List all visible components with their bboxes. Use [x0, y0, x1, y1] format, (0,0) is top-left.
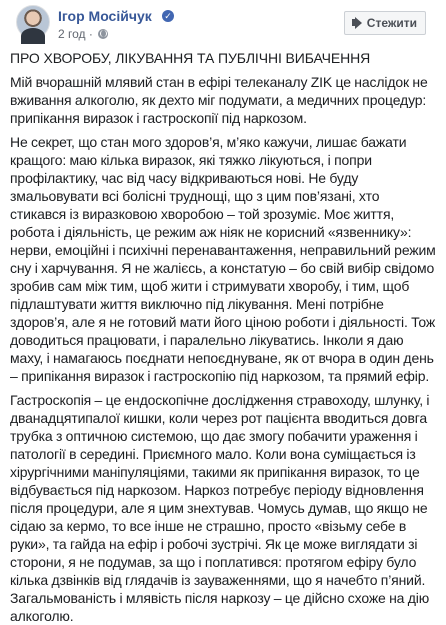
post-paragraph: Не секрет, що стан мого здоров’я, м’яко кажучи, лишає бажати кращого: маю кілька виразок, які тяжко лікуються, і попри профілактику, час від часу відкриваються нові. Не буду змальовувати всі болісні труднощі, що з цим пов’язані, хто стикався із виразковою хворобою – той зрозуміє. Моє життя, робота і діяльність, це режим аж ніяк не корисний «язвеннику»: нерви, емоційні і психічні перенавантаження, неправильний режим сну і харчування. Я не жалієсь, а констатую – бо свій вибір свідомо зробив сам між тим, щоб жити і стримувати хворобу, і тим, щоб підлаштувати життя виключно під лікування. Мені потрібне здоров’я, але я не готовий мати його ціною роботи і діяльності. Тож доводиться працювати, і паралельно лікуватись. Інколи я даю маху, і намагаюсь поєднати непоєднуване, як от вчора в один день – припікання виразок і гастроскопію під наркозом, та прямий ефір.	[10, 134, 436, 384]
follow-icon	[351, 17, 363, 29]
avatar[interactable]	[16, 5, 50, 39]
follow-label: Стежити	[366, 16, 417, 30]
post-title: ПРО ХВОРОБУ, ЛІКУВАННЯ ТА ПУБЛІЧНІ ВИБАЧЕННЯ	[10, 50, 371, 66]
post-body	[8, 73, 438, 625]
globe-icon	[98, 29, 108, 39]
post-header	[8, 0, 438, 46]
post-paragraph: Гастроскопія – це ендоскопічне дослідження стравоходу, шлунку, і дванадцятипалої кишки, коли через рот пацієнта вводиться довга трубка з оптичною системою, що дає змогу побачити ураження і патології в середині. Приємного мало. Коли вона суміщається із хірургічними маніпуляціями, такими як припікання виразок, то це відбувається під наркозом. Наркоз потребує періоду відновлення після процедури, але я цим знехтував. Чомусь думав, що якщо не сідаю за кермо, то все інше не страшно, просто «візьму себе в руки», та гайда на ефір і робочі зустрічі. Як це може виглядати зі сторони, я не подумав, за що і поплатився: протягом ефіру було кілька дзвінків від глядачів із зауваженнями, що я начебто п’яний. Загальмованість і млявість після наркозу – це дійсно схоже на дію алкоголю.	[10, 392, 430, 624]
author-name[interactable]: Ігор Мосійчук	[58, 8, 152, 24]
verified-badge-icon: ✓	[162, 10, 174, 22]
post-time[interactable]: 2 год	[58, 27, 86, 41]
post-paragraph: Мій вчорашній млявий стан в ефірі телеканалу ZIK це наслідок не вживання алкоголю, як дехто міг подумати, а медичних процедур: припікання виразок і гастроскопії під наркозом.	[10, 74, 428, 126]
follow-button[interactable]	[344, 11, 426, 35]
post-meta: 2 год ·	[58, 27, 108, 41]
